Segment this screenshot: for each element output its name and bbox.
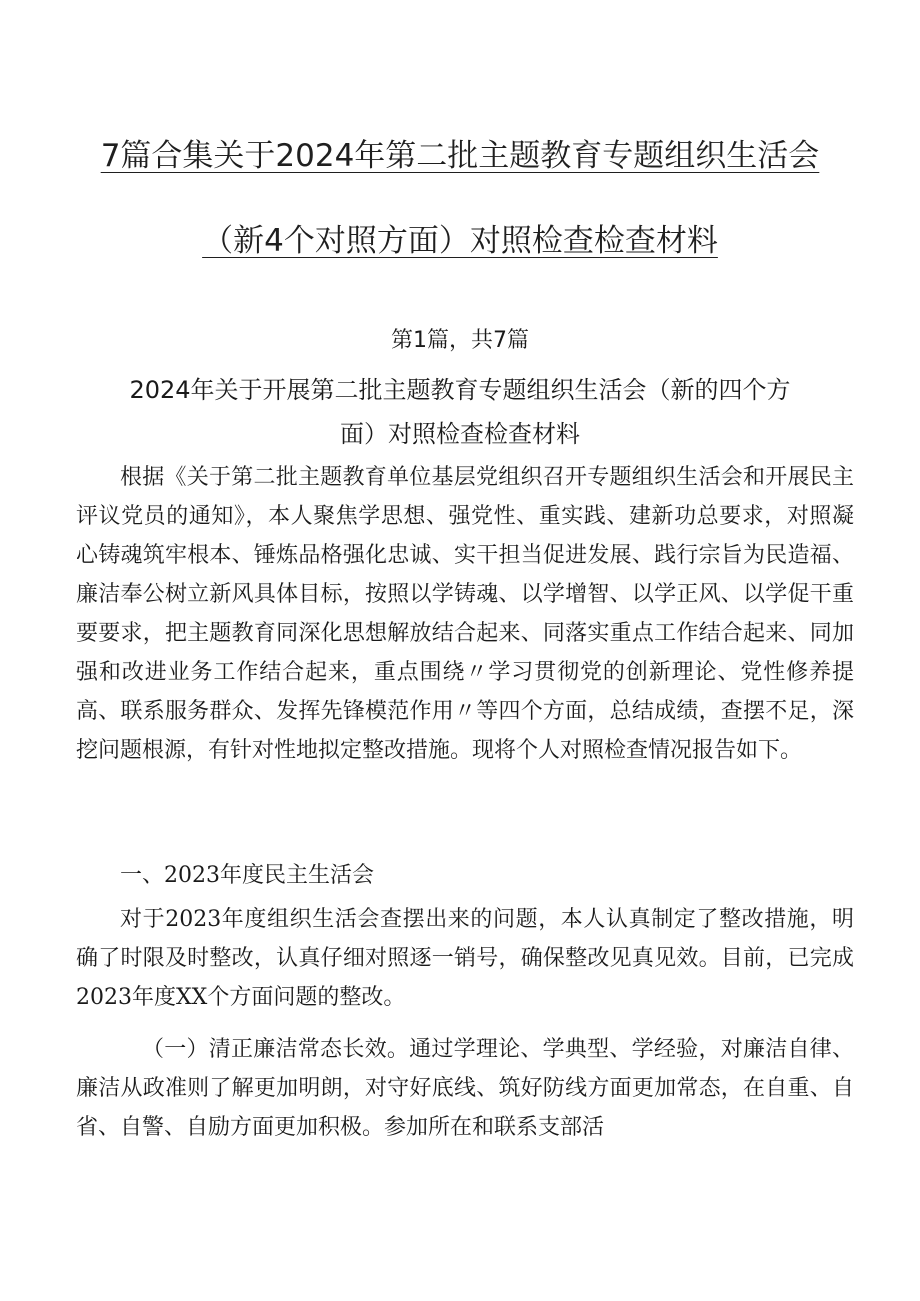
- body-paragraph-2: 对于2023年度组织生活会查摆出来的问题，本人认真制定了整改措施，明确了时限及时整改，认真仔细对照逐一销号，确保整改见真见效。目前，已完成2023年度XX个方面问题的整改。: [76, 907, 854, 1010]
- body-paragraph-1: 根据《关于第二批主题教育单位基层党组织召开专题组织生活会和开展民主评议党员的通知》，本人聚焦学思想、强党性、重实践、建新功总要求，对照凝心铸魂筑牢根本、锤炼品格强化忠诚、实干担当促进发展、践行宗旨为民造福、廉洁奉公树立新风具体目标，按照以学铸魂、以学增智、以学正风、以学促干重要要求，把主题教育同深化思想解放结合起来、同落实重点工作结合起来、同加强和改进业务工作结合起来，重点围绕〃学习贯彻党的创新理论、党性修养提高、联系服务群众、发挥先锋模范作用〃等四个方面，总结成绩，查摆不足，深挖问题根源，有针对性地拟定整改措施。现将个人对照检查情况报告如下。: [76, 465, 854, 763]
- section-heading-1: 一、2023年度民主生活会: [120, 863, 374, 888]
- document-title-line-1: 7篇合集关于2024年第二批主题教育专题组织生活会: [100, 138, 820, 174]
- body-paragraph-3: （一）清正廉洁常态长效。通过学理论、学典型、学经验，对廉洁自律、廉洁从政准则了解更加明朗，对守好底线、筑好防线方面更加常态，在自重、自省、自警、自励方面更加积极。参加所在和联系支部活: [76, 1037, 854, 1140]
- document-title-line-2: （新4个对照方面）对照检查检查材料: [202, 223, 718, 259]
- article-title-line-1: 2024年关于开展第二批主题教育专题组织生活会（新的四个方: [129, 376, 791, 404]
- article-title-line-2: 面）对照检查检查材料: [340, 420, 580, 448]
- part-label: 第1篇，共7篇: [391, 328, 529, 353]
